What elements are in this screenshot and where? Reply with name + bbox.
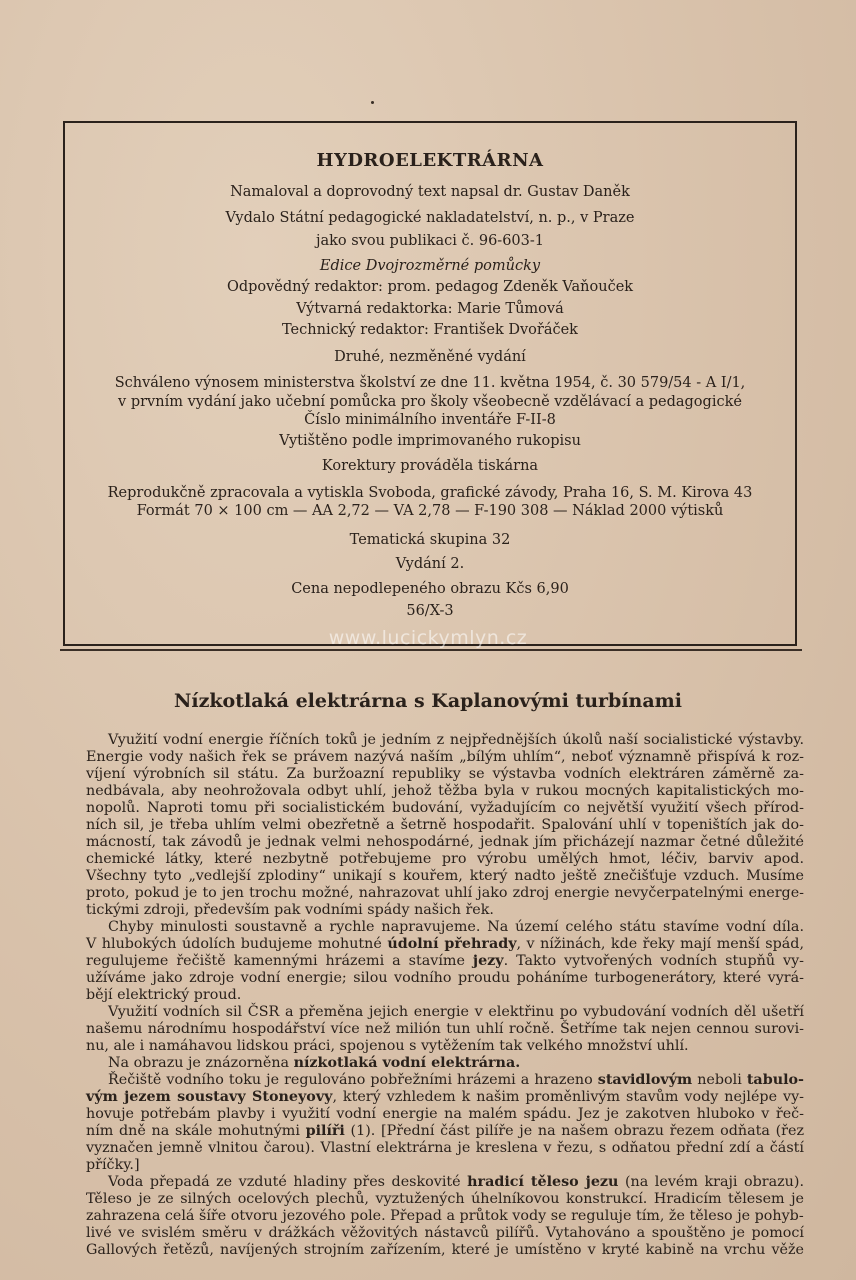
text-segment: víjení výrobních sil státu. Za buržoazní republiky se výstavba vodních elektráren záměrně za- — [86, 766, 804, 782]
text-segment: , v nížinách, kde řeky mají menší spád, — [516, 936, 805, 952]
text-segment: příčky.] — [86, 1157, 140, 1173]
text-line — [86, 1191, 804, 1208]
text-segment: Chyby minulosti soustavně a rychle napravujeme. Na území celého státu stavíme vodní díla. — [108, 919, 804, 935]
text-segment: Využití vodních sil ČSR a přeměna jejich energie v elektřinu po vybudování vodních děl ušetří — [108, 1004, 804, 1020]
text-segment: stavidlovým — [597, 1072, 693, 1088]
imprint-code: 56/X-3 — [406, 603, 454, 619]
imprint-edition: Druhé, nezměněné vydání — [334, 349, 526, 365]
text-line — [108, 1055, 520, 1072]
text-segment: Na obrazu je znázorněna — [108, 1055, 294, 1071]
text-line — [108, 1004, 804, 1021]
text-line — [86, 851, 804, 868]
imprint-approval-3: Číslo minimálního inventáře F-II-8 — [304, 412, 556, 428]
text-segment: bějí elektrický proud. — [86, 987, 242, 1003]
text-line — [86, 1225, 804, 1242]
text-segment: hovuje potřebám plavby i využití vodní energie na malém spádu. Jez je zakotven hluboko v řeč- — [86, 1106, 804, 1122]
text-segment: nízkotlaká vodní elektrárna. — [293, 1055, 521, 1071]
text-line — [86, 1242, 804, 1259]
imprint-approval-1: Schváleno výnosem ministerstva školství ze dne 11. května 1954, č. 30 579/54 - A I/1, — [114, 375, 746, 391]
text-segment: (na levém kraji obrazu). — [618, 1174, 805, 1190]
text-segment: ních sil, je třeba uhlím velmi obezřetně a šetrně hospodařit. Spalování uhlí v topeništích jak do- — [86, 817, 804, 833]
text-segment: chemické látky, které nezbytně potřebujeme pro výrobu umělých hmot, léčiv, barviv apod. — [86, 851, 804, 867]
text-line — [86, 868, 804, 885]
text-line — [86, 800, 804, 817]
watermark: www.lucickymlyn.cz — [328, 627, 528, 649]
imprint-publisher: Vydalo Státní pedagogické nakladatelství, n. p., v Praze — [225, 210, 635, 226]
text-line — [86, 1106, 804, 1123]
imprint-edition-series: Edice Dvojrozměrné pomůcky — [319, 258, 541, 274]
text-segment: užíváme jako zdroje vodní energie; silou vodního proudu poháníme turbogenerátory, které vyrá- — [86, 970, 804, 986]
text-segment: nedbávala, aby neohrožovala odbyt uhlí, jehož těžba byla v rukou mocných kapitalistických mo- — [86, 783, 804, 799]
imprint-author: Namaloval a doprovodný text napsal dr. Gustav Daněk — [230, 184, 630, 200]
text-segment: Využití vodní energie říčních toků je jedním z nejpřednějších úkolů naší socialistické výstavby. — [108, 732, 804, 748]
text-segment: nu, ale i namáhavou lidskou práci, spojenou s vytěžením tak velkého množství uhlí. — [86, 1038, 689, 1054]
imprint-price: Cena nepodlepeného obrazu Kčs 6,90 — [291, 581, 569, 597]
divider-rule — [60, 649, 802, 651]
text-segment: mácností, tak závodů je jednak velmi nehospodárné, jednak jím přicházejí nazmar četné důležité — [86, 834, 804, 850]
text-line — [108, 919, 804, 936]
text-segment: zahrazena celá šíře otvoru jezového pole. Přepad a průtok vody se reguluje tím, že těleso je pohyb- — [86, 1208, 804, 1224]
text-line — [108, 1072, 804, 1089]
text-segment: , který vzhledem k našim proměnlivým stavům vody nejlépe vy- — [332, 1089, 804, 1105]
text-segment: Těleso je ze silných ocelových plechů, vyztužených úhelníkovou konstrukcí. Hradicím tělesem je — [86, 1191, 804, 1207]
text-segment: vyznačen jemně vlnitou čarou). Vlastní elektrárna je kreslena v řezu, s odňatou přední zdí a částí — [86, 1140, 804, 1156]
text-line — [86, 1089, 804, 1106]
text-line — [86, 766, 804, 783]
imprint-issue: Vydání 2. — [395, 556, 465, 572]
text-line — [86, 1208, 804, 1225]
text-segment: vým jezem soustavy Stoneyovy — [86, 1089, 333, 1105]
article-heading: Nízkotlaká elektrárna s Kaplanovými turbínami — [173, 690, 683, 712]
imprint-group: Tematická skupina 32 — [349, 532, 511, 548]
ink-dot — [371, 101, 374, 104]
text-segment: tickými zdroji, především pak vodními spády našich řek. — [86, 902, 494, 918]
text-segment: jezy — [472, 953, 504, 969]
imprint-box — [63, 121, 797, 646]
text-line — [108, 1174, 804, 1191]
text-segment: (1). [Přední část pilíře je na našem obrazu řezem odňata (řez — [344, 1123, 804, 1139]
text-line — [86, 987, 241, 1004]
imprint-printed: Vytištěno podle imprimovaného rukopisu — [279, 433, 581, 449]
text-line — [86, 953, 804, 970]
text-segment: nopolů. Naproti tomu při socialistickém budování, vyžadujícím co největší využití všech přírod- — [86, 800, 804, 816]
imprint-publication: jako svou publikaci č. 96-603-1 — [315, 233, 545, 249]
text-segment: Všechny tyto „vedlejší zplodiny“ unikají s kouřem, který nadto ještě znečišťuje vzduch. Musíme — [86, 868, 804, 884]
text-line — [86, 970, 804, 987]
text-line — [86, 1157, 140, 1174]
imprint-approval-2: v prvním vydání jako učební pomůcka pro školy všeobecně vzdělávací a pedagogické — [118, 394, 742, 410]
text-segment: tabulo- — [746, 1072, 804, 1088]
text-line — [86, 902, 494, 919]
text-line — [86, 1140, 804, 1157]
imprint-art-editor: Výtvarná redaktorka: Marie Tůmová — [296, 301, 564, 317]
text-segment: regulujeme řečiště kamennými hrázemi a stavíme — [86, 953, 473, 969]
text-line — [86, 783, 804, 800]
text-line — [86, 817, 804, 834]
imprint-production-2: Formát 70 × 100 cm — AA 2,72 — VA 2,78 — F-190 308 — Náklad 2000 výtisků — [136, 503, 724, 519]
imprint-production-1: Reprodukčně zpracovala a vytiskla Svoboda, grafické závody, Praha 16, S. M. Kirova 43 — [107, 485, 753, 501]
text-line — [86, 1123, 804, 1140]
imprint-proofs: Korektury prováděla tiskárna — [321, 458, 539, 474]
text-segment: hradicí těleso jezu — [467, 1174, 619, 1190]
text-segment: pilíři — [305, 1123, 345, 1139]
text-segment: V hlubokých údolích budujeme mohutné — [86, 936, 388, 952]
text-line — [108, 732, 804, 749]
text-line — [86, 1021, 804, 1038]
text-segment: livé ve svislém směru v drážkách věžovitých nástavců pilířů. Vytahováno a spouštěno je pomocí — [86, 1225, 804, 1241]
imprint-tech-editor: Technický redaktor: František Dvořáček — [282, 322, 578, 338]
text-line — [86, 936, 804, 953]
text-segment: . Takto vytvořených vodních stupňů vy- — [503, 953, 804, 969]
text-line — [86, 1038, 689, 1055]
text-segment: neboli — [692, 1072, 747, 1088]
text-segment: ním dně na skále mohutnými — [86, 1123, 306, 1139]
text-segment: Gallových řetězů, navíjených strojním zařízením, které je umístěno v kryté kabině na vrchu věže — [86, 1242, 804, 1258]
imprint-editor: Odpovědný redaktor: prom. pedagog Zdeněk Vaňouček — [226, 279, 634, 295]
text-segment: Energie vody našich řek se právem nazývá naším „bílým uhlím“, neboť významně přispívá k roz- — [86, 749, 804, 765]
text-segment: Voda přepadá ze vzduté hladiny přes deskovité — [108, 1174, 468, 1190]
text-segment: údolní přehrady — [387, 936, 517, 952]
imprint-title: HYDROELEKTRÁRNA — [316, 150, 544, 171]
text-line — [86, 749, 804, 766]
text-segment: proto, pokud je to jen trochu možné, nahrazovat uhlí jako zdroj energie nevyčerpatelnými energe- — [86, 885, 804, 901]
text-segment: Řečiště vodního toku je regulováno pobřežními hrázemi a hrazeno — [108, 1072, 598, 1088]
text-line — [86, 834, 804, 851]
text-segment: našemu národnímu hospodářství více než milión tun uhlí ročně. Šetříme tak nejen cennou surovi- — [86, 1021, 804, 1037]
text-line — [86, 885, 804, 902]
